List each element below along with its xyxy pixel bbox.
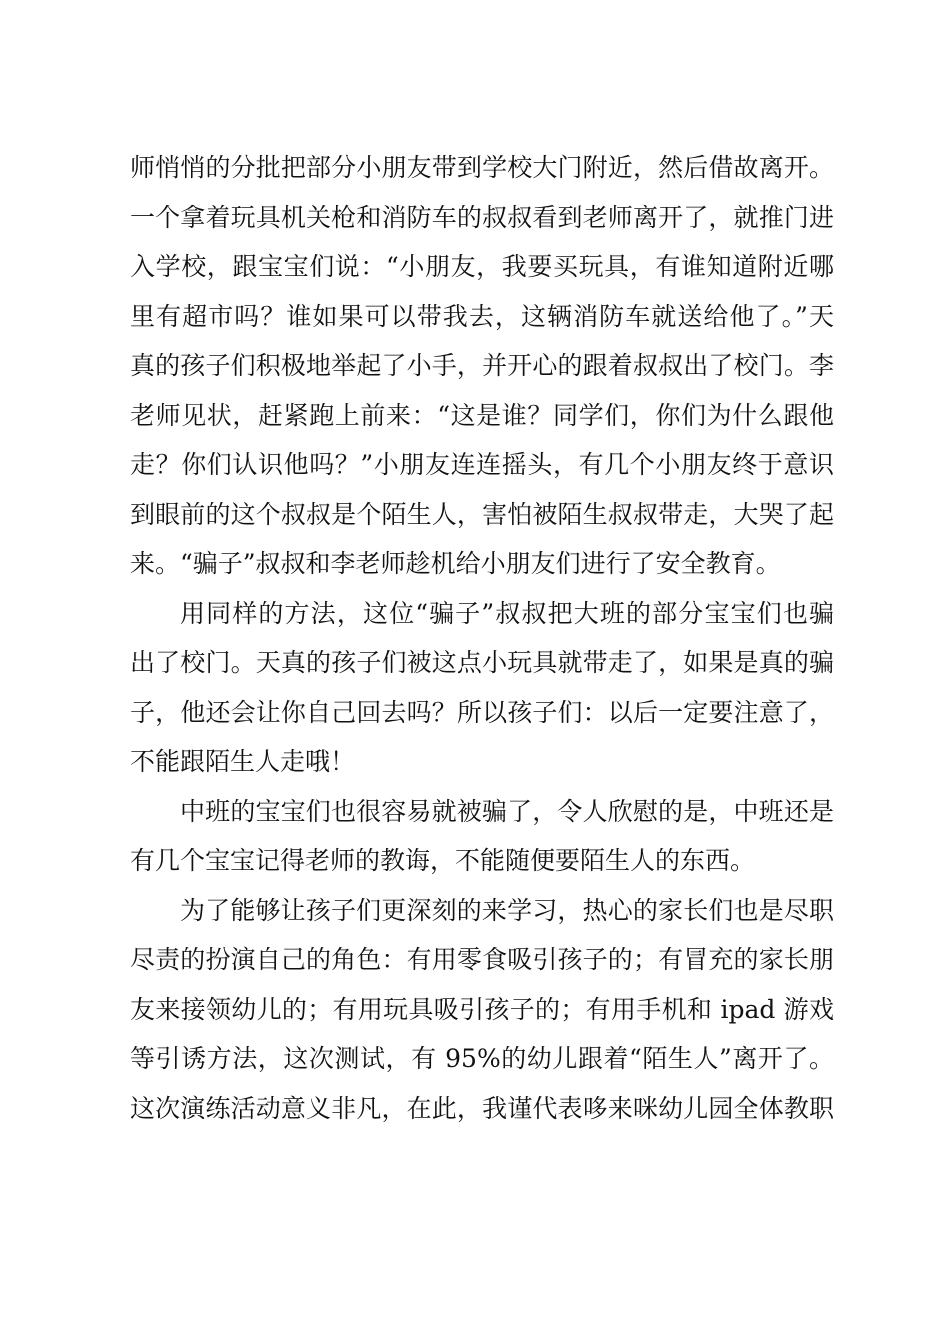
paragraph [130, 886, 834, 1134]
text-line: 尽责的扮演自己的角色：有用零食吸引孩子的；有冒充的家长朋 [130, 945, 834, 974]
text-line: 等引诱方法，这次测试，有 95%的幼儿跟着“陌生人”离开了。 [130, 1044, 834, 1073]
document-body [130, 143, 834, 1133]
text-line: 为了能够让孩子们更深刻的来学习，热心的家长们也是尽职 [180, 895, 834, 925]
text-line: 用同样的方法，这位“骗子”叔叔把大班的部分宝宝们也骗 [180, 598, 834, 628]
text-line: 入学校，跟宝宝们说：“小朋友，我要买玩具，有谁知道附近哪 [130, 252, 834, 281]
paragraph [130, 589, 834, 787]
paragraph [130, 143, 834, 589]
text-line: 有几个宝宝记得老师的教诲，不能随便要陌生人的东西。 [130, 846, 756, 875]
text-line: 出了校门。天真的孩子们被这点小玩具就带走了，如果是真的骗 [130, 648, 834, 677]
text-line: 到眼前的这个叔叔是个陌生人，害怕被陌生叔叔带走，大哭了起 [130, 499, 834, 529]
text-line: 中班的宝宝们也很容易就被骗了，令人欣慰的是，中班还是 [180, 796, 834, 826]
text-line: 一个拿着玩具机关枪和消防车的叔叔看到老师离开了，就推门进 [130, 202, 834, 232]
text-line: 子，他还会让你自己回去吗？所以孩子们：以后一定要注意了， [130, 697, 834, 727]
text-line: 这次演练活动意义非凡，在此，我谨代表哆来咪幼儿园全体教职 [130, 1093, 834, 1123]
text-line: 来。“骗子”叔叔和李老师趁机给小朋友们进行了安全教育。 [130, 549, 781, 578]
paragraph [130, 787, 834, 886]
text-line: 老师见状，赶紧跑上前来：“这是谁？同学们，你们为什么跟他 [130, 400, 834, 430]
text-line: 走？你们认识他吗？”小朋友连连摇头，有几个小朋友终于意识 [130, 450, 834, 479]
text-line: 师悄悄的分批把部分小朋友带到学校大门附近，然后借故离开。 [130, 153, 834, 182]
text-line: 真的孩子们积极地举起了小手，并开心的跟着叔叔出了校门。李 [130, 351, 834, 380]
text-line: 里有超市吗？谁如果可以带我去，这辆消防车就送给他了。”天 [130, 301, 834, 331]
text-line: 友来接领幼儿的；有用玩具吸引孩子的；有用手机和 ipad 游戏 [130, 994, 834, 1024]
text-line: 不能跟陌生人走哦！ [130, 747, 356, 776]
